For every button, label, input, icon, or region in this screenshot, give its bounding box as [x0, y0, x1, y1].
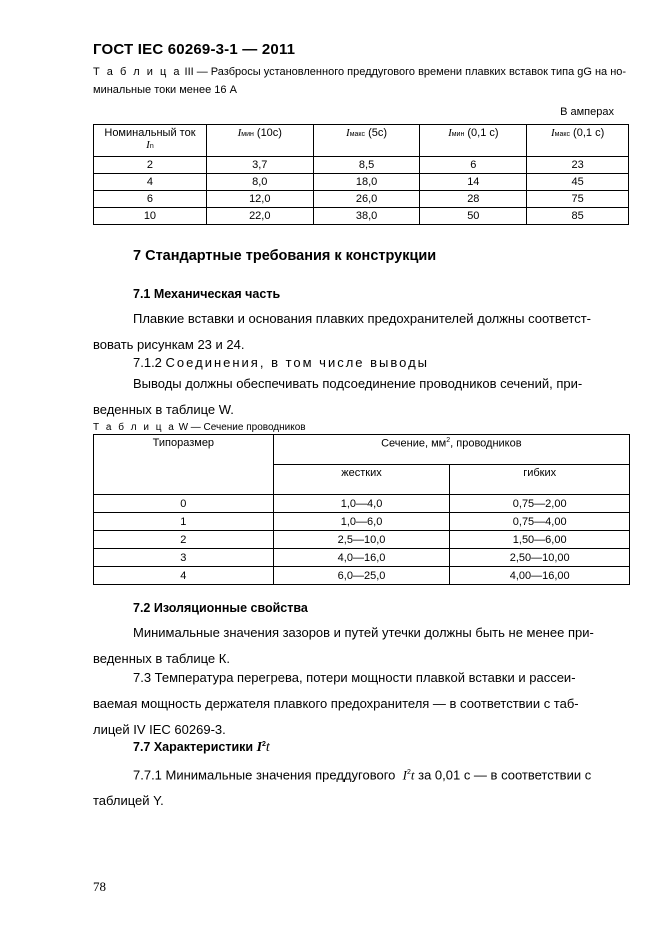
table-cell: 8,0 [206, 174, 313, 191]
table-row [94, 174, 629, 191]
standard-header: ГОСТ IEC 60269-3-1 — 2011 [93, 41, 296, 58]
table-cell: 6,0—25,0 [273, 567, 450, 585]
table-word: Т а б л и ц а [93, 66, 182, 78]
table-cell: 4,0—16,0 [273, 549, 450, 567]
table-row [94, 513, 630, 531]
table-w [93, 434, 630, 585]
table-row [94, 531, 630, 549]
table-row [94, 495, 630, 513]
table-row [94, 208, 629, 225]
header-section: Сечение, $мм^2$, проводников [273, 435, 629, 465]
table-cell: 4 [94, 174, 207, 191]
table-cell: 1,0—6,0 [273, 513, 450, 531]
section-7-1-2-paragraph: Выводы должны обеспечивать подсоединение проводников сечений, при- веденных в таблице W. [93, 376, 583, 417]
table-cell: 50 [420, 208, 527, 225]
table-cell: 2,50—10,00 [450, 549, 630, 567]
table-cell: 22,0 [206, 208, 313, 225]
table-cell: 3 [94, 549, 274, 567]
header-flexible: гибких [450, 465, 630, 495]
table-cell: 75 [527, 191, 629, 208]
header-nominal-current: Номинальный ток In [94, 125, 207, 157]
table-row [94, 157, 629, 174]
section-7-3-paragraph: 7.3 Температура перегрева, потери мощности плавкой вставки и рассеи- ваемая мощность держателя плавкого предохранителя — в соответствии с таб- лицей IV IEC 60269-3. [93, 670, 579, 737]
table-cell: 14 [420, 174, 527, 191]
table-header-row [94, 435, 630, 465]
table-cell: 38,0 [313, 208, 420, 225]
section-7-title: 7 Стандартные требования к конструкции [133, 248, 437, 264]
table-cell: 28 [420, 191, 527, 208]
table-cell: 45 [527, 174, 629, 191]
header-rigid: жестких [273, 465, 450, 495]
page-number: 78 [93, 879, 106, 894]
table-cell: 85 [527, 208, 629, 225]
header-imin-01s: Iмин (0,1 с) [420, 125, 527, 157]
header-imax-5s: Iмакс (5с) [313, 125, 420, 157]
header-imin-10s: Iмин (10с) [206, 125, 313, 157]
table-cell: 0,75—4,00 [450, 513, 630, 531]
section-7-2-title: 7.2 Изоляционные свойства [133, 601, 308, 615]
section-7-7-title: 7.7 Характеристики $I^2t$ [133, 740, 270, 755]
table3-caption-text: III — Разбросы установленного преддугового времени плавких вставок типа gG на но- [184, 66, 627, 78]
table-cell: 1 [94, 513, 274, 531]
section-7-2-paragraph: Минимальные значения зазоров и путей утечки должны быть не менее при- веденных в таблице К. [93, 625, 594, 666]
tableW-caption: Т а б л и ц а W — Сечение проводников [93, 422, 306, 433]
table-cell: 18,0 [313, 174, 420, 191]
table3-caption-line2: минальные токи менее 16 А [93, 84, 237, 96]
section-7-1-title: 7.1 Механическая часть [133, 287, 281, 301]
section-7-1-2-heading: 7.1.2 Соединения, в том числе выводы [133, 355, 430, 370]
table-header-row [94, 125, 629, 157]
units-label: В амперах [560, 106, 614, 118]
table-cell: 23 [527, 157, 629, 174]
table-cell: 26,0 [313, 191, 420, 208]
section-7-1-paragraph: Плавкие вставки и основания плавких предохранителей должны соответст- вовать рисункам 23 и 24. [93, 311, 591, 352]
table-cell: 2 [94, 531, 274, 549]
table-cell: 0 [94, 495, 274, 513]
table-cell: 0,75—2,00 [450, 495, 630, 513]
table-cell: 4 [94, 567, 274, 585]
table-cell: 1,50—6,00 [450, 531, 630, 549]
table-cell: 4,00—16,00 [450, 567, 630, 585]
table3-caption [93, 63, 626, 81]
header-size: Типоразмер [94, 435, 274, 495]
table-cell: 6 [420, 157, 527, 174]
table-iii [93, 124, 629, 225]
table-cell: 2,5—10,0 [273, 531, 450, 549]
table-row [94, 191, 629, 208]
table-cell: 12,0 [206, 191, 313, 208]
table-cell: 3,7 [206, 157, 313, 174]
table-cell: 8,5 [313, 157, 420, 174]
table-cell: 10 [94, 208, 207, 225]
table-cell: 2 [94, 157, 207, 174]
section-7-7-1-paragraph: 7.7.1 Минимальные значения преддугового $I^2t$ за 0,01 с — в соответствии с таблицей Y. [93, 767, 592, 809]
table-row [94, 549, 630, 567]
header-imax-01s: Iмакс (0,1 с) [527, 125, 629, 157]
table-cell: 6 [94, 191, 207, 208]
table-cell: 1,0—4,0 [273, 495, 450, 513]
table-row [94, 567, 630, 585]
